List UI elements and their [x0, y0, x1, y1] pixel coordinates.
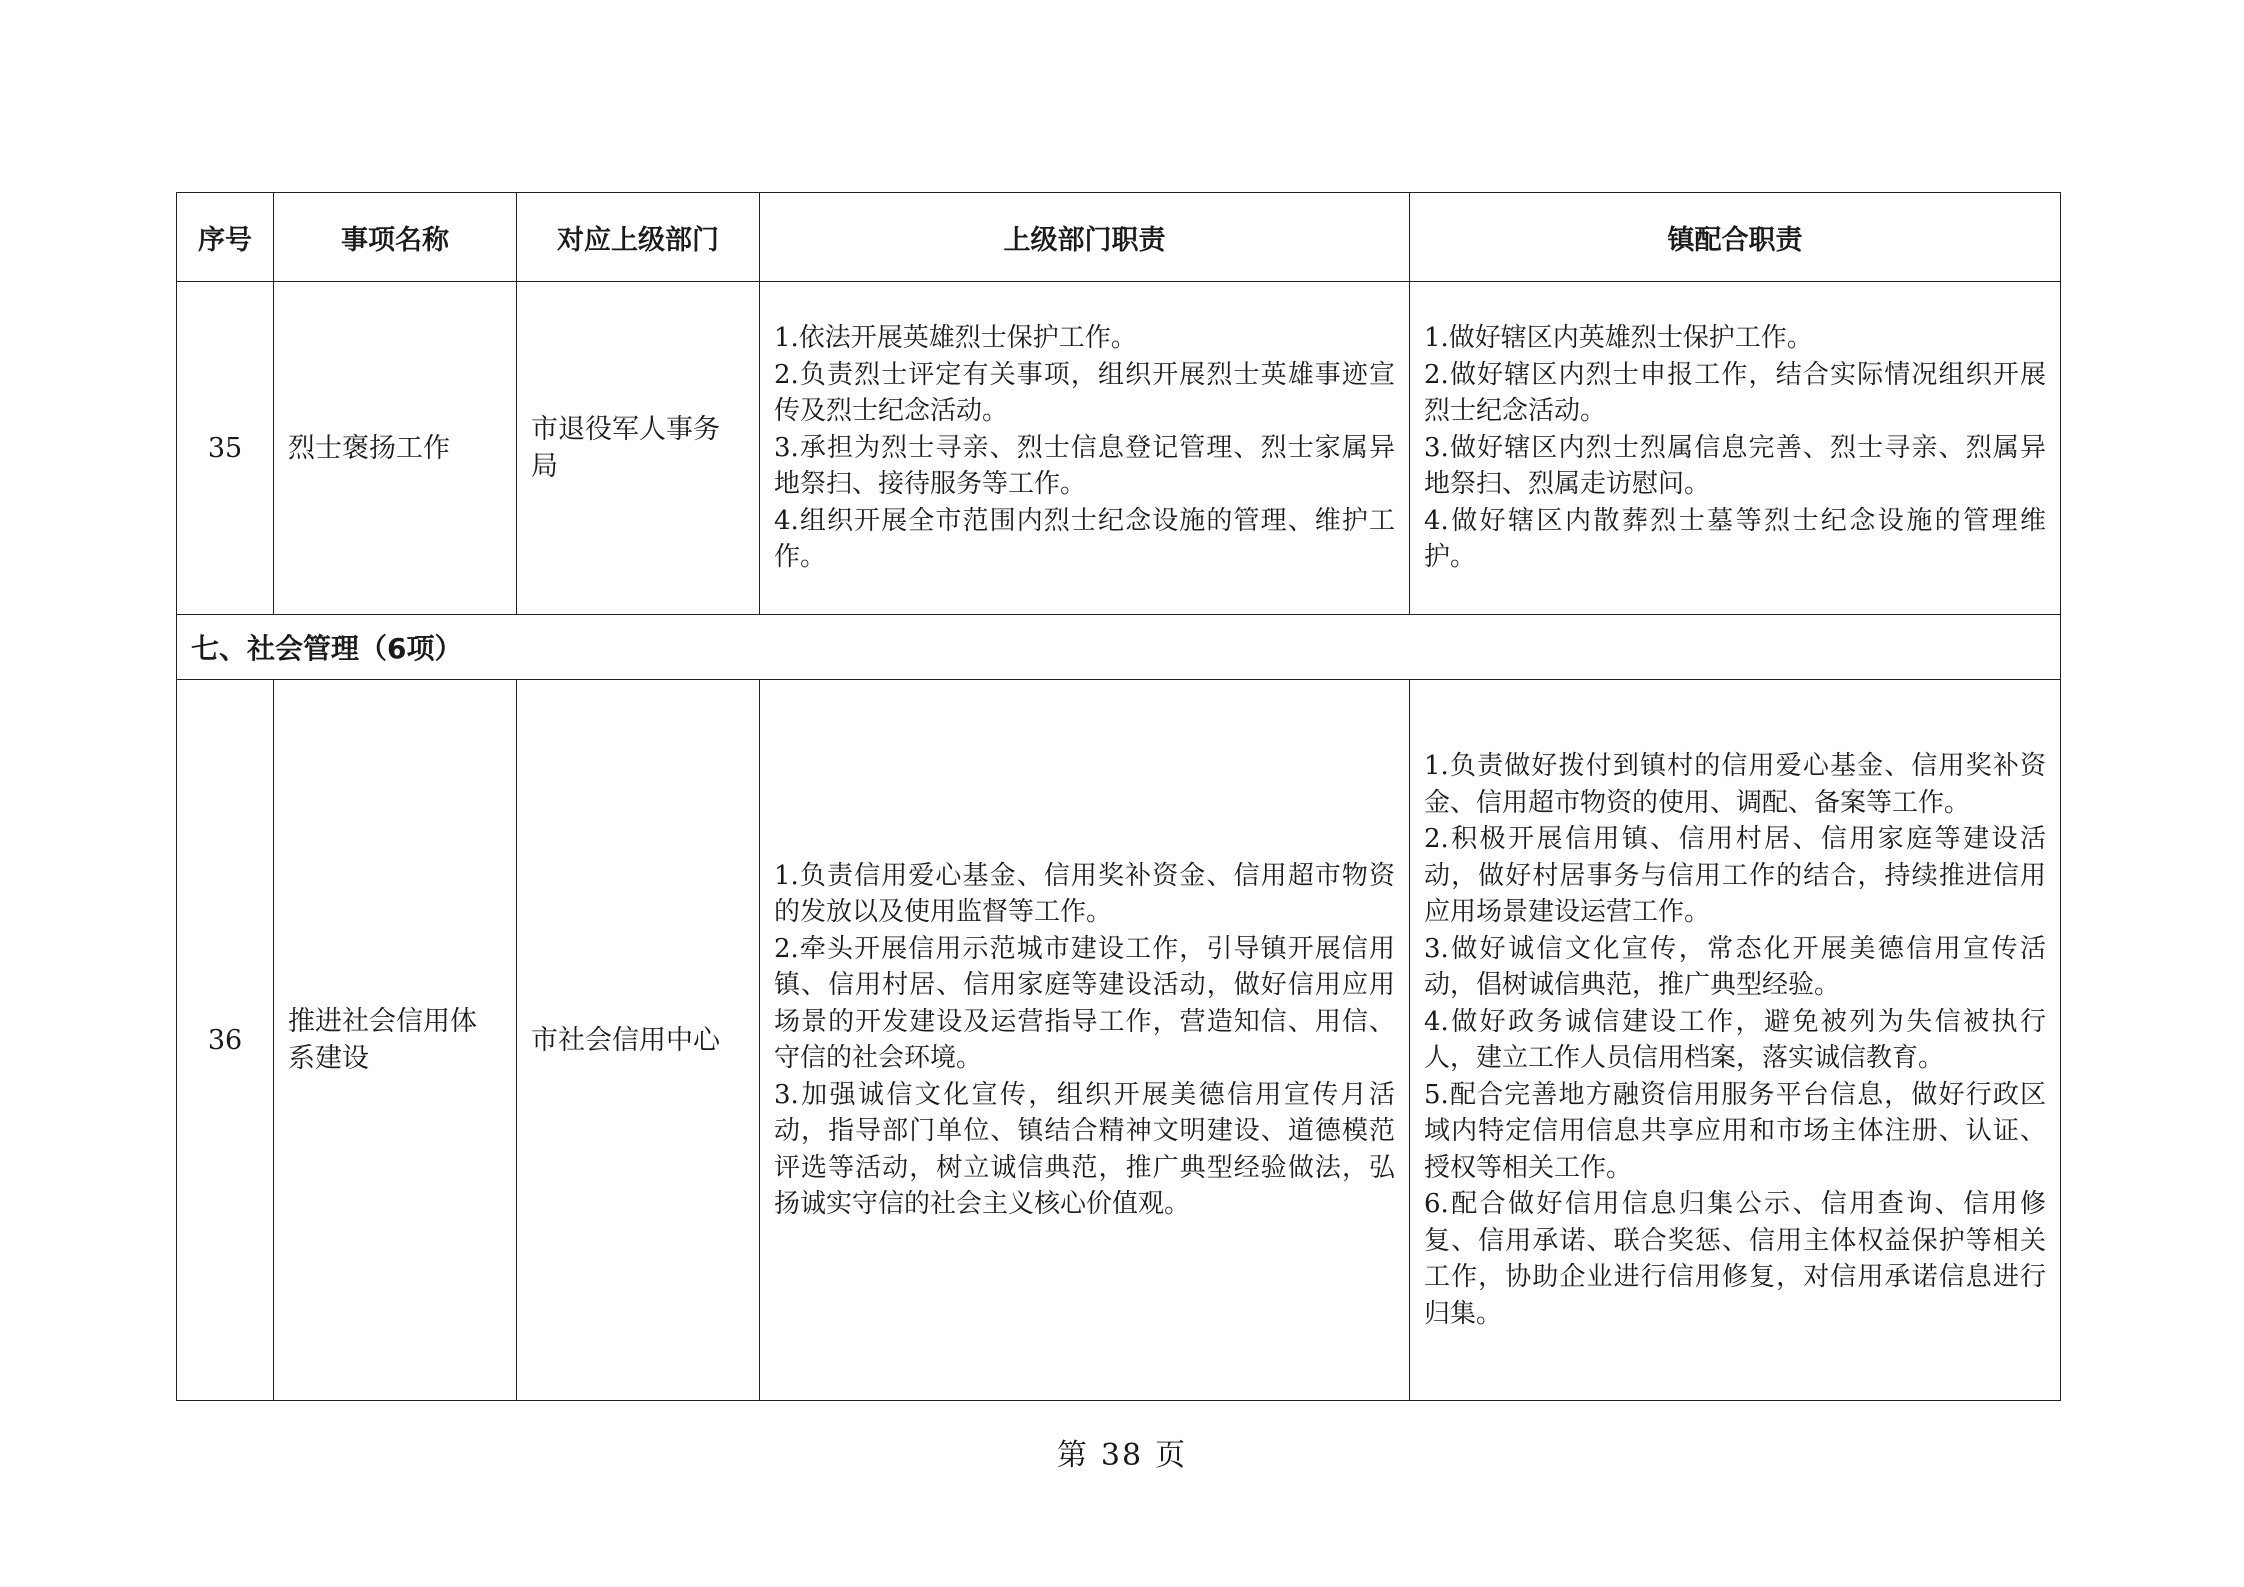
duty-line: 3.做好辖区内烈士烈属信息完善、烈士寻亲、烈属异地祭扫、烈属走访慰问。: [1424, 432, 2046, 500]
duty-line: 4.做好辖区内散葬烈士墓等烈士纪念设施的管理维护。: [1424, 505, 2046, 573]
duty-line: 2.积极开展信用镇、信用村居、信用家庭等建设活动，做好村居事务与信用工作的结合，持续推进信用应用场景建设运营工作。: [1424, 824, 2046, 927]
duty-line: 1.依法开展英雄烈士保护工作。: [774, 323, 1137, 354]
duty-line: 4.做好政务诚信建设工作，避免被列为失信被执行人，建立工作人员信用档案，落实诚信教育。: [1424, 1006, 2046, 1073]
row-number: 36: [177, 680, 274, 1401]
duty-line: 3.承担为烈士寻亲、烈士信息登记管理、烈士家属异地祭扫、接待服务等工作。: [774, 432, 1395, 500]
duty-line: 2.做好辖区内烈士申报工作，结合实际情况组织开展烈士纪念活动。: [1424, 359, 2046, 427]
duty-line: 3.加强诚信文化宣传，组织开展美德信用宣传月活动，指导部门单位、镇结合精神文明建设、道德模范评选等活动，树立诚信典范，推广典型经验做法，弘扬诚实守信的社会主义核心价值观。: [774, 1079, 1395, 1219]
row-number: 35: [177, 282, 274, 615]
duty-line: 1.负责信用爱心基金、信用奖补资金、信用超市物资的发放以及使用监督等工作。: [774, 860, 1395, 927]
row-superior-duty: [760, 282, 1410, 615]
row-town-duty: [1410, 282, 2061, 615]
row-town-duty: [1410, 680, 2061, 1401]
table-header-row: [177, 193, 2061, 282]
row-superior-duty: [760, 680, 1410, 1401]
duty-line: 1.做好辖区内英雄烈士保护工作。: [1424, 323, 1813, 354]
row-superior-dept: 市社会信用中心: [517, 680, 760, 1401]
footer-suffix: 页: [1155, 1438, 1188, 1473]
footer-prefix: 第: [1056, 1438, 1089, 1473]
header-item-name: 事项名称: [274, 193, 517, 282]
header-town-duty: 镇配合职责: [1410, 193, 2061, 282]
duty-line: 5.配合完善地方融资信用服务平台信息，做好行政区域内特定信用信息共享应用和市场主体注册、认证、授权等相关工作。: [1424, 1079, 2046, 1183]
header-superior-duty: 上级部门职责: [760, 193, 1410, 282]
duty-line: 6.配合做好信用信息归集公示、信用查询、信用修复、信用承诺、联合奖惩、信用主体权益保护等相关工作，协助企业进行信用修复，对信用承诺信息进行归集。: [1424, 1189, 2046, 1329]
duty-line: 2.牵头开展信用示范城市建设工作，引导镇开展信用镇、信用村居、信用家庭等建设活动，做好信用应用场景的开发建设及运营指导工作，营造知信、用信、守信的社会环境。: [774, 933, 1395, 1073]
table-row: [177, 680, 2061, 1401]
header-superior-dept: 对应上级部门: [517, 193, 760, 282]
responsibility-table: [176, 192, 2061, 1401]
row-superior-dept: 市退役军人事务局: [517, 282, 760, 615]
section-title: 七、社会管理（6项）: [177, 615, 2061, 680]
row-item-name: 推进社会信用体系建设: [274, 680, 517, 1401]
duty-line: 4.组织开展全市范围内烈士纪念设施的管理、维护工作。: [774, 505, 1395, 573]
page-number: 38: [1100, 1438, 1144, 1473]
duty-line: 1.负责做好拨付到镇村的信用爱心基金、信用奖补资金、信用超市物资的使用、调配、备案等工作。: [1424, 751, 2046, 818]
page-footer: [0, 1430, 2244, 1474]
header-no: 序号: [177, 193, 274, 282]
section-row: [177, 615, 2061, 680]
table-row: [177, 282, 2061, 615]
row-item-name: 烈士褒扬工作: [274, 282, 517, 615]
duty-line: 3.做好诚信文化宣传，常态化开展美德信用宣传活动，倡树诚信典范，推广典型经验。: [1424, 933, 2046, 1000]
duty-line: 2.负责烈士评定有关事项，组织开展烈士英雄事迹宣传及烈士纪念活动。: [774, 359, 1395, 427]
